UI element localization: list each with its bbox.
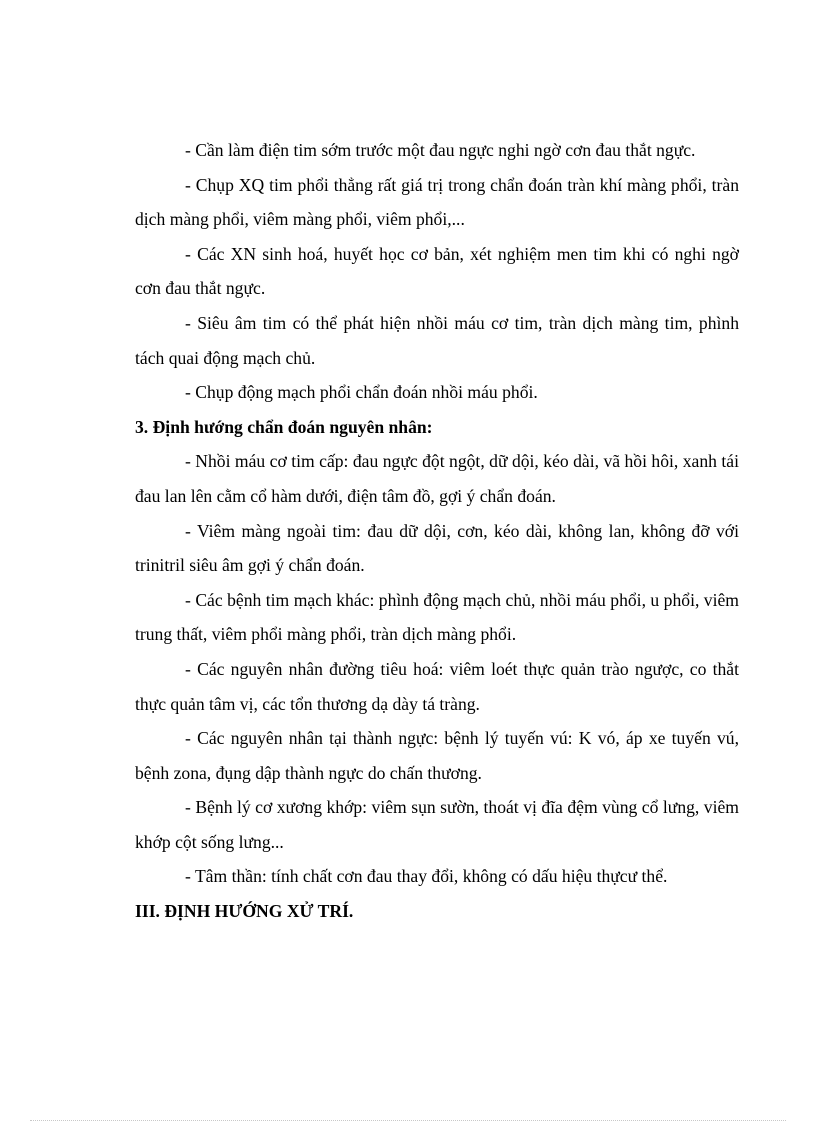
paragraph-ecg: - Cần làm điện tim sớm trước một đau ngực nghi ngờ cơn đau thắt ngực. (185, 140, 696, 160)
paragraph-lab-tests: - Các XN sinh hoá, huyết học cơ bản, xét nghiệm men tim khi có nghi ngờ cơn đau thắt ngực. (135, 243, 739, 299)
paragraph-echo: - Siêu âm tim có thể phát hiện nhồi máu cơ tim, tràn dịch màng tim, phình tách quai động mạch chủ. (135, 312, 739, 368)
paragraph-mi: - Nhồi máu cơ tim cấp: đau ngực đột ngột, dữ dội, kéo dài, vã hồi hôi, xanh tái đau lan lên cằm cổ hàm dưới, điện tâm đồ, gợi ý chẩn đoán. (135, 451, 739, 506)
paragraph-xray: - Chụp XQ tim phổi thẳng rất giá trị trong chẩn đoán tràn khí màng phổi, tràn dịch màng phổi, viêm màng phổi, viêm phổi,... (135, 174, 739, 230)
heading-management: III. ĐỊNH HƯỚNG XỬ TRÍ. (135, 901, 354, 922)
paragraph-pericarditis: - Viêm màng ngoài tim: đau dữ dội, cơn, kéo dài, không lan, không đỡ với trinitril siêu âm gợi ý chẩn đoán. (135, 520, 739, 576)
page-bottom-rule (30, 1120, 786, 1121)
heading-cause-diagnosis: 3. Định hướng chẩn đoán nguyên nhân: (135, 416, 433, 437)
paragraph-chest-wall: - Các nguyên nhân tại thành ngực: bệnh lý tuyến vú: K vó, áp xe tuyến vú, bệnh zona, đụng dập thành ngực do chấn thương. (135, 728, 739, 783)
paragraph-musculoskeletal: - Bệnh lý cơ xương khớp: viêm sụn sườn, thoát vị đĩa đệm vùng cổ lưng, viêm khớp cột sống lưng... (135, 797, 739, 852)
paragraph-other-cardio: - Các bệnh tim mạch khác: phình động mạch chủ, nhồi máu phổi, u phổi, viêm trung thất, viêm phổi màng phổi, tràn dịch màng phổi. (135, 589, 739, 645)
paragraph-angiography: - Chụp động mạch phổi chẩn đoán nhồi máu phổi. (185, 382, 538, 403)
paragraph-psychiatric: - Tâm thần: tính chất cơn đau thay đổi, không có dấu hiệu thựcư thể. (185, 866, 668, 887)
document-body (135, 133, 739, 929)
paragraph-digestive: - Các nguyên nhân đường tiêu hoá: viêm loét thực quản trào ngược, co thắt thực quản tâm vị, các tổn thương dạ dày tá tràng. (135, 658, 739, 714)
